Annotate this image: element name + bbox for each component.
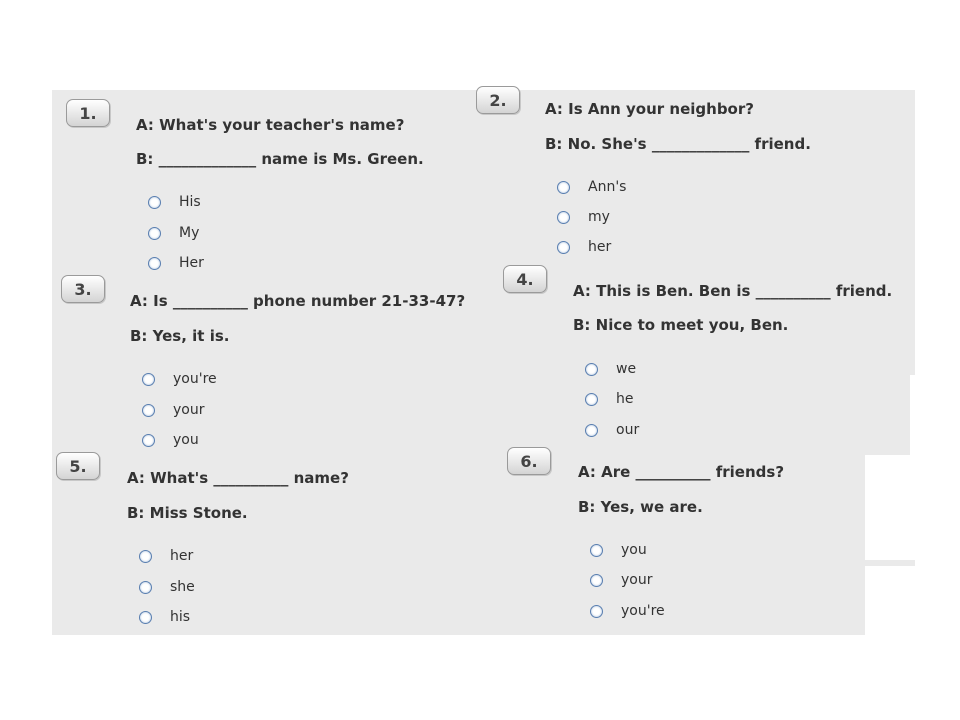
answer-option[interactable] <box>590 572 652 588</box>
answer-option-label: her <box>588 239 612 255</box>
radio-button[interactable] <box>585 424 598 437</box>
answer-option[interactable] <box>142 371 217 387</box>
quiz-background-right-sliver <box>860 560 915 566</box>
answer-option-label: His <box>179 194 201 210</box>
radio-button[interactable] <box>142 434 155 447</box>
question-number-badge: 1. <box>66 99 110 127</box>
answer-option-label: you're <box>621 603 665 619</box>
answer-option[interactable] <box>585 391 634 407</box>
question-line-a: A: Is Ann your neighbor? <box>545 100 754 118</box>
answer-option[interactable] <box>590 542 647 558</box>
question-number-badge: 2. <box>476 86 520 114</box>
question-line-b: B: Yes, it is. <box>130 327 230 345</box>
answer-option-label: he <box>616 391 634 407</box>
radio-button[interactable] <box>557 241 570 254</box>
answer-option-label: Ann's <box>588 179 627 195</box>
question-line-a: A: Is __________ phone number 21-33-47? <box>130 292 466 310</box>
radio-button[interactable] <box>139 550 152 563</box>
radio-button[interactable] <box>142 373 155 386</box>
radio-button[interactable] <box>590 605 603 618</box>
radio-button[interactable] <box>148 227 161 240</box>
radio-button[interactable] <box>557 211 570 224</box>
answer-option-label: my <box>588 209 610 225</box>
question-line-b: B: Miss Stone. <box>127 504 248 522</box>
answer-option-label: My <box>179 225 200 241</box>
answer-option-label: we <box>616 361 637 377</box>
question-line-a: A: This is Ben. Ben is __________ friend. <box>573 282 893 300</box>
answer-option-label: Her <box>179 255 204 271</box>
answer-option[interactable] <box>142 402 204 418</box>
answer-option-label: your <box>621 572 653 588</box>
answer-option-label: you <box>173 432 199 448</box>
radio-button[interactable] <box>148 257 161 270</box>
quiz-background-right-middle <box>470 370 910 455</box>
question-number-badge: 6. <box>507 447 551 475</box>
radio-button[interactable] <box>590 574 603 587</box>
answer-option[interactable] <box>557 239 611 255</box>
radio-button[interactable] <box>557 181 570 194</box>
answer-option-label: she <box>170 579 195 595</box>
answer-option[interactable] <box>585 422 639 438</box>
question-number-badge: 5. <box>56 452 100 480</box>
radio-button[interactable] <box>139 611 152 624</box>
radio-button[interactable] <box>590 544 603 557</box>
quiz-background-left <box>52 90 502 635</box>
answer-option-label: our <box>616 422 640 438</box>
answer-option[interactable] <box>148 255 204 271</box>
answer-option[interactable] <box>148 225 199 241</box>
answer-option[interactable] <box>585 361 636 377</box>
answer-option-label: you're <box>173 371 217 387</box>
answer-option[interactable] <box>590 603 665 619</box>
radio-button[interactable] <box>148 196 161 209</box>
radio-button[interactable] <box>585 393 598 406</box>
radio-button[interactable] <box>585 363 598 376</box>
answer-option[interactable] <box>139 548 193 564</box>
answer-option-label: his <box>170 609 191 625</box>
answer-option[interactable] <box>142 432 199 448</box>
answer-option-label: you <box>621 542 647 558</box>
question-line-a: A: Are __________ friends? <box>578 463 785 481</box>
answer-option-label: your <box>173 402 205 418</box>
answer-option[interactable] <box>139 579 195 595</box>
question-number-badge: 3. <box>61 275 105 303</box>
question-line-b: B: Yes, we are. <box>578 498 703 516</box>
radio-button[interactable] <box>142 404 155 417</box>
question-number-badge: 4. <box>503 265 547 293</box>
answer-option[interactable] <box>148 194 201 210</box>
question-line-b: B: Nice to meet you, Ben. <box>573 316 789 334</box>
answer-option[interactable] <box>139 609 190 625</box>
answer-option-label: her <box>170 548 194 564</box>
radio-button[interactable] <box>139 581 152 594</box>
question-line-b: B: No. She's _____________ friend. <box>545 135 811 153</box>
answer-option[interactable] <box>557 209 610 225</box>
question-line-b: B: _____________ name is Ms. Green. <box>136 150 424 168</box>
question-line-a: A: What's __________ name? <box>127 469 349 487</box>
question-line-a: A: What's your teacher's name? <box>136 116 405 134</box>
answer-option[interactable] <box>557 179 626 195</box>
